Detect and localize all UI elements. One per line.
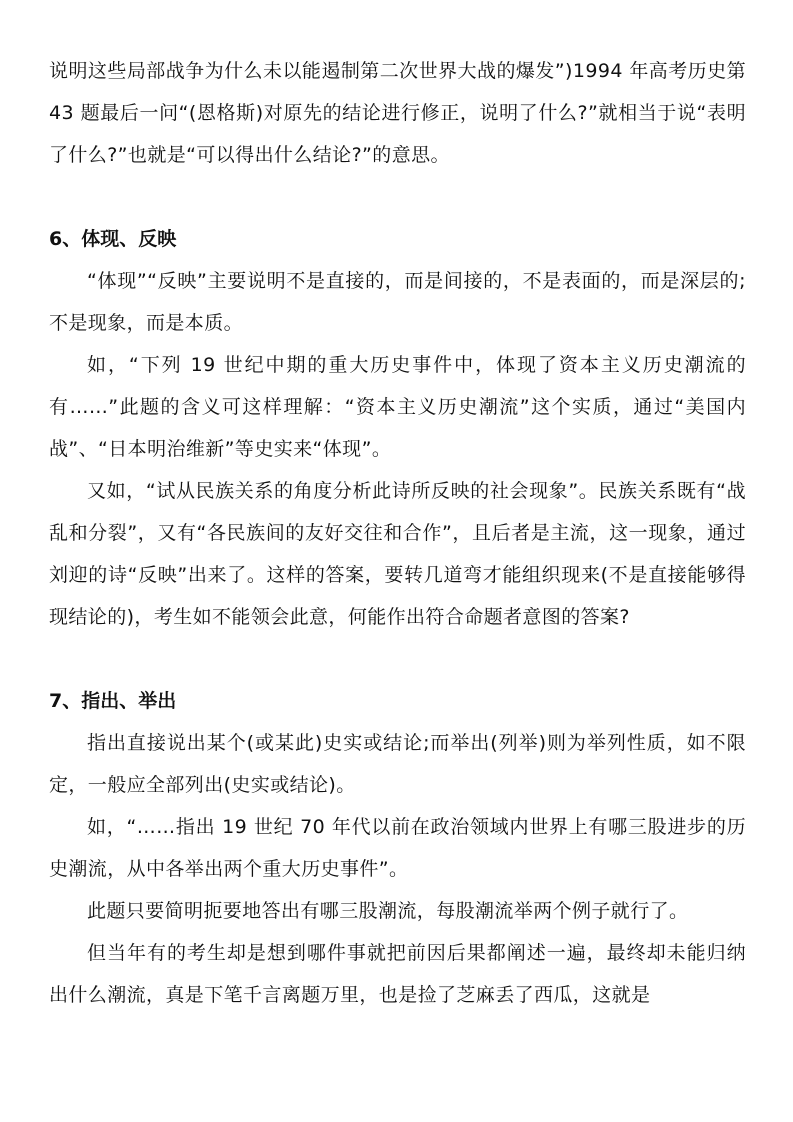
section-7-paragraph-4: 但当年有的考生却是想到哪件事就把前因后果都阐述一遍，最终却未能归纳出什么潮流，真是下笔千言离题万里，也是捡了芝麻丢了西瓜，这就是: [49, 942, 746, 1006]
section-7-paragraph-3: 此题只要简明扼要地答出有哪三股潮流，每股潮流举两个例子就行了。: [87, 900, 689, 922]
section-6-paragraph-3: 又如，“试从民族关系的角度分析此诗所反映的社会现象”。民族关系既有“战乱和分裂”，又有“各民族间的友好交往和合作”，且后者是主流，这一现象，通过刘迎的诗“反映”出来了。这样的答案，要转几道弯才能组织现来(不是直接能够得现结论的)，考生如不能领会此意，何能作出符合命题者意图的答案?: [49, 480, 746, 628]
section-spacer: [49, 638, 746, 680]
section-6-paragraph-1: “体现”“反映”主要说明不是直接的，而是间接的，不是表面的，而是深层的;不是现象，而是本质。: [49, 270, 746, 334]
section-7-heading: 7、指出、举出: [49, 690, 177, 712]
section-spacer: [49, 176, 746, 218]
document-page: [49, 50, 746, 1016]
intro-paragraph: 说明这些局部战争为什么未以能遏制第二次世界大战的爆发”)1994 年高考历史第 43 题最后一问“(恩格斯)对原先的结论进行修正，说明了什么?”就相当于说“表明了什么?”也就是“可以得出什么结论?”的意思。: [49, 60, 746, 166]
section-6-paragraph-2: 如，“下列 19 世纪中期的重大历史事件中，体现了资本主义历史潮流的有……”此题的含义可这样理解：“资本主义历史潮流”这个实质，通过“美国内战”、“日本明治维新”等史实来“体现”。: [49, 354, 746, 460]
section-7-paragraph-2: 如，“……指出 19 世纪 70 年代以前在政治领域内世界上有哪三股进步的历史潮流，从中各举出两个重大历史事件”。: [49, 816, 746, 880]
section-7-paragraph-1: 指出直接说出某个(或某此)史实或结论;而举出(列举)则为举列性质，如不限定，一般应全部列出(史实或结论)。: [49, 732, 746, 796]
section-6-heading: 6、体现、反映: [49, 228, 177, 250]
